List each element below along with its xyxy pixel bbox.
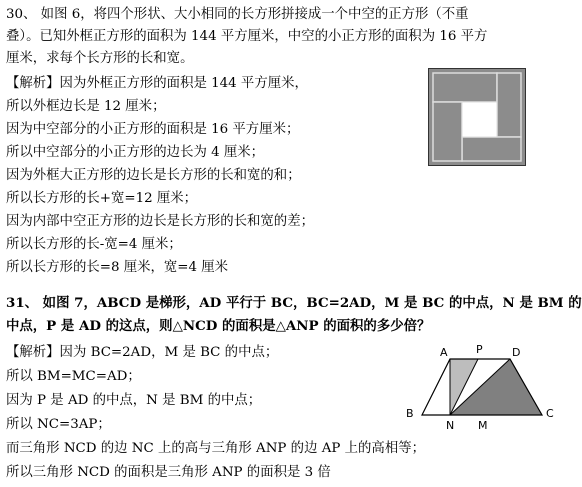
q30-analysis-line-4: 所以中空部分的小正方形的边长为 4 厘米； bbox=[6, 145, 265, 160]
figure-7-trapezoid bbox=[402, 343, 564, 431]
q30-analysis-line-6: 所以长方形的长+宽=12 厘米； bbox=[6, 191, 198, 206]
q30-analysis-line-9: 所以长方形的长=8 厘米，宽=4 厘米 bbox=[6, 260, 229, 275]
q30-line-2: 叠）。已知外框正方形的面积为 144 平方厘米，中空的小正方形的面积为 16 平方 bbox=[6, 29, 488, 44]
q30-analysis-line-7: 因为内部中空正方形的边长是长方形的长和宽的差； bbox=[6, 214, 314, 229]
q31-analysis-line-1: 【解析】因为 BC=2AD，M 是 BC 的中点； bbox=[6, 345, 279, 360]
label-p: P bbox=[476, 343, 483, 356]
q31-analysis-line-5: 而三角形 NCD 的边 NC 上的高与三角形 ANP 的边 AP 上的高相等； bbox=[6, 441, 425, 456]
q31-title-line-2: 中点，P 是 AD 的这点，则△NCD 的面积是△ANP 的面积的多少倍？ bbox=[6, 318, 431, 334]
label-a: A bbox=[440, 346, 448, 359]
q30-analysis-line-3: 因为中空部分的小正方形的面积是 16 平方厘米； bbox=[6, 122, 300, 137]
label-c: C bbox=[546, 407, 554, 420]
q31-analysis-line-3: 因为 P 是 AD 的中点，N 是 BM 的中点； bbox=[6, 393, 262, 408]
label-d: D bbox=[512, 346, 521, 359]
label-b: B bbox=[406, 407, 414, 420]
q30-line-3: 厘米，求每个长方形的长和宽。 bbox=[6, 51, 194, 66]
q31-analysis-line-6: 所以三角形 NCD 的面积是三角形 ANP 的面积是 3 倍 bbox=[6, 465, 331, 480]
q30-analysis-line-5: 因为外框大正方形的边长是长方形的长和宽的和； bbox=[6, 168, 301, 183]
q31-analysis-line-4: 所以 NC=3AP； bbox=[6, 417, 111, 432]
q31-title-line-1: 31、 如图 7，ABCD 是梯形，AD 平行于 BC，BC=2AD，M 是 BC 的中点，N 是 BM 的 bbox=[6, 295, 582, 311]
q31-analysis-line-2: 所以 BM=MC=AD； bbox=[6, 369, 141, 384]
label-n: N bbox=[446, 419, 455, 431]
q30-line-1: 30、 如图 6，将四个形状、大小相同的长方形拼接成一个中空的正方形（不重 bbox=[6, 7, 469, 22]
label-m: M bbox=[478, 419, 488, 431]
q30-analysis-line-8: 所以长方形的长-宽=4 厘米； bbox=[6, 237, 182, 252]
figure-6-hollow-square bbox=[428, 68, 526, 166]
q30-analysis-line-2: 所以外框边长是 12 厘米； bbox=[6, 99, 166, 114]
q30-analysis-line-1: 【解析】因为外框正方形的面积是 144 平方厘米， bbox=[6, 76, 308, 91]
